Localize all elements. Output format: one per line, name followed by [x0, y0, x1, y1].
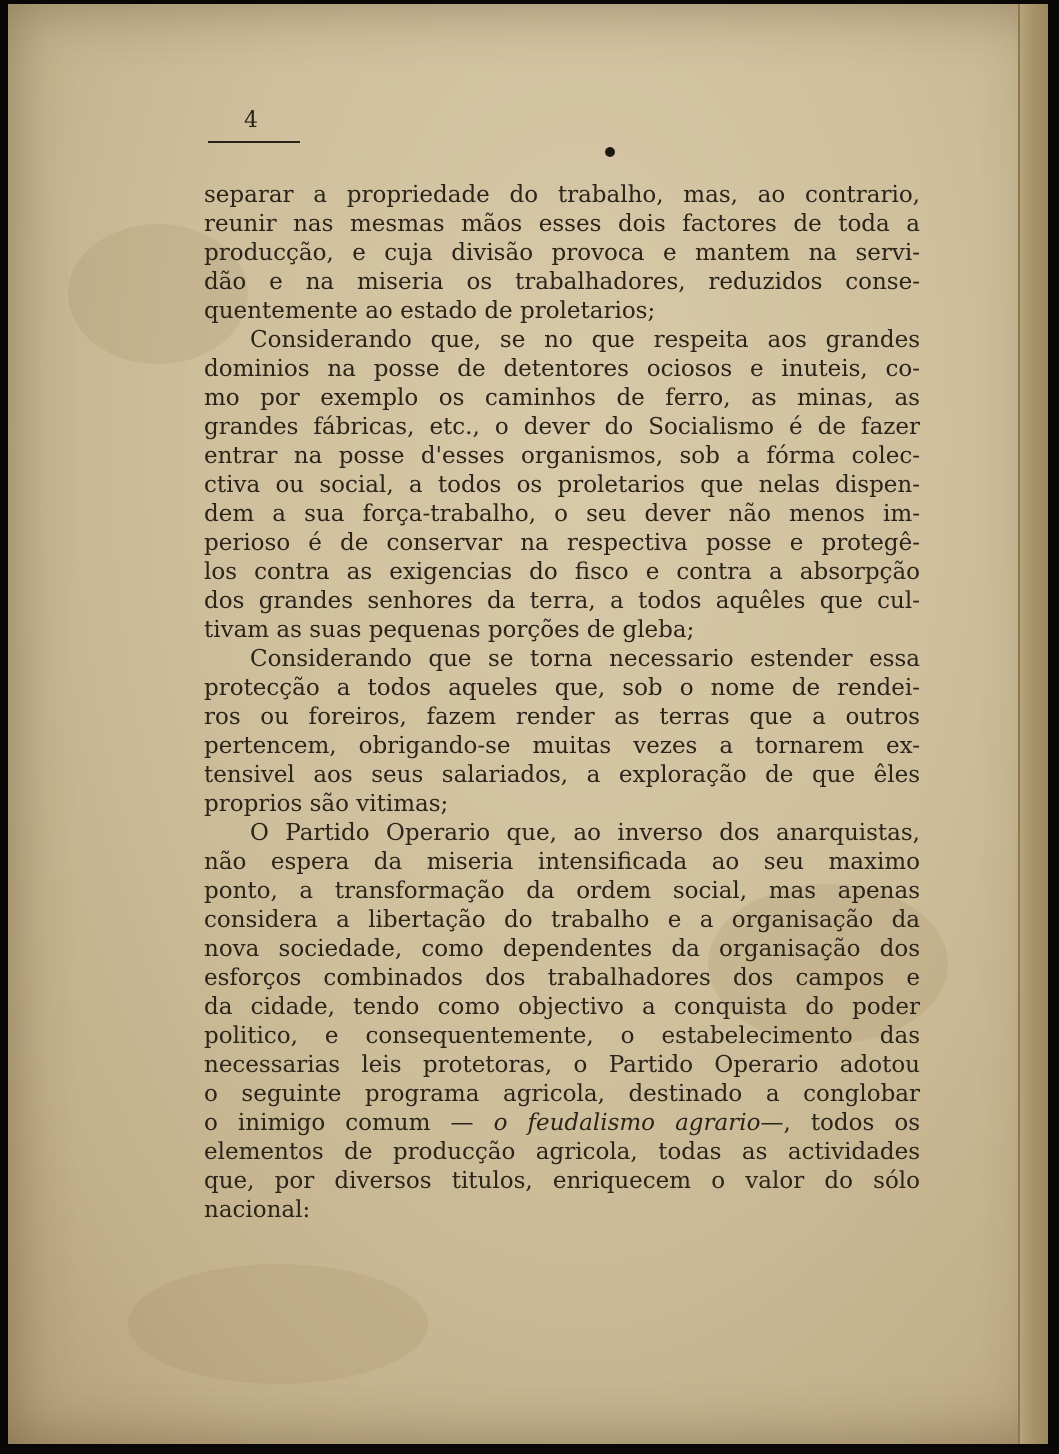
- page-fold: [1018, 4, 1048, 1444]
- text-line: pertencem, obrigando-se muitas vezes a tornarem ex-: [204, 733, 920, 759]
- text-line: Considerando que se torna necessario estender essa: [250, 646, 920, 672]
- text-line: entrar na posse d'esses organismos, sob a fórma colec-: [204, 443, 920, 469]
- text-line: ctiva ou social, a todos os proletarios que nelas dispen-: [204, 472, 920, 498]
- text-line: reunir nas mesmas mãos esses dois factores de toda a: [204, 211, 920, 237]
- text-fragment: —, todos os: [760, 1110, 921, 1136]
- text-line: necessarias leis protetoras, o Partido Operario adotou: [204, 1052, 920, 1078]
- text-fragment: o inimigo comum —: [204, 1110, 474, 1136]
- text-line: elementos de producção agricola, todas as actividades: [204, 1139, 920, 1165]
- text-line: quentemente ao estado de proletarios;: [204, 298, 656, 324]
- paper-stain: [128, 1264, 428, 1384]
- text-line: nova sociedade, como dependentes da organisação dos: [204, 936, 920, 962]
- text-line: politico, e consequentemente, o estabelecimento das: [204, 1023, 920, 1049]
- text-line: perioso é de conservar na respectiva posse e protegê-: [204, 530, 920, 556]
- text-line: dominios na posse de detentores ociosos e inuteis, co-: [204, 356, 920, 382]
- text-line: protecção a todos aqueles que, sob o nome de rendei-: [204, 675, 920, 701]
- ornament-dot: [605, 147, 615, 157]
- text-line: ros ou foreiros, fazem render as terras que a outros: [204, 704, 920, 730]
- text-line: tivam as suas pequenas porções de gleba;: [204, 617, 695, 643]
- text-line: Considerando que, se no que respeita aos grandes: [250, 327, 920, 353]
- body-text: [204, 181, 920, 1225]
- text-line: não espera da miseria intensificada ao seu maximo: [204, 849, 920, 875]
- page-number: 4: [244, 108, 258, 133]
- text-line: ponto, a transformação da ordem social, mas apenas: [204, 878, 920, 904]
- text-line: O Partido Operario que, ao inverso dos anarquistas,: [250, 820, 920, 846]
- text-line: proprios são vitimas;: [204, 791, 449, 817]
- text-line: considera a libertação do trabalho e a organisação da: [204, 907, 920, 933]
- closing-line: nacional:: [204, 1197, 311, 1223]
- text-line: da cidade, tendo como objectivo a conquista do poder: [204, 994, 920, 1020]
- text-line: los contra as exigencias do fisco e contra a absorpção: [204, 559, 920, 585]
- text-line-with-italic: [204, 1109, 920, 1138]
- text-line: tensivel aos seus salariados, a exploração de que êles: [204, 762, 920, 788]
- page-number-rule: [208, 141, 300, 143]
- italic-phrase: o feudalismo agrario: [493, 1110, 761, 1136]
- text-line: dem a sua força-trabalho, o seu dever não menos im-: [204, 501, 920, 527]
- text-line: o seguinte programa agricola, destinado a conglobar: [204, 1081, 920, 1107]
- text-line: esforços combinados dos trabalhadores dos campos e: [204, 965, 920, 991]
- document-page: [8, 4, 1048, 1444]
- text-line: dão e na miseria os trabalhadores, reduzidos conse-: [204, 269, 920, 295]
- text-line: separar a propriedade do trabalho, mas, ao contrario,: [204, 182, 920, 208]
- text-line: dos grandes senhores da terra, a todos aquêles que cul-: [204, 588, 920, 614]
- text-line: que, por diversos titulos, enriquecem o valor do sólo: [204, 1168, 920, 1194]
- text-line: producção, e cuja divisão provoca e mantem na servi-: [204, 240, 920, 266]
- text-line: mo por exemplo os caminhos de ferro, as minas, as: [204, 385, 920, 411]
- text-line: grandes fábricas, etc., o dever do Socialismo é de fazer: [204, 414, 920, 440]
